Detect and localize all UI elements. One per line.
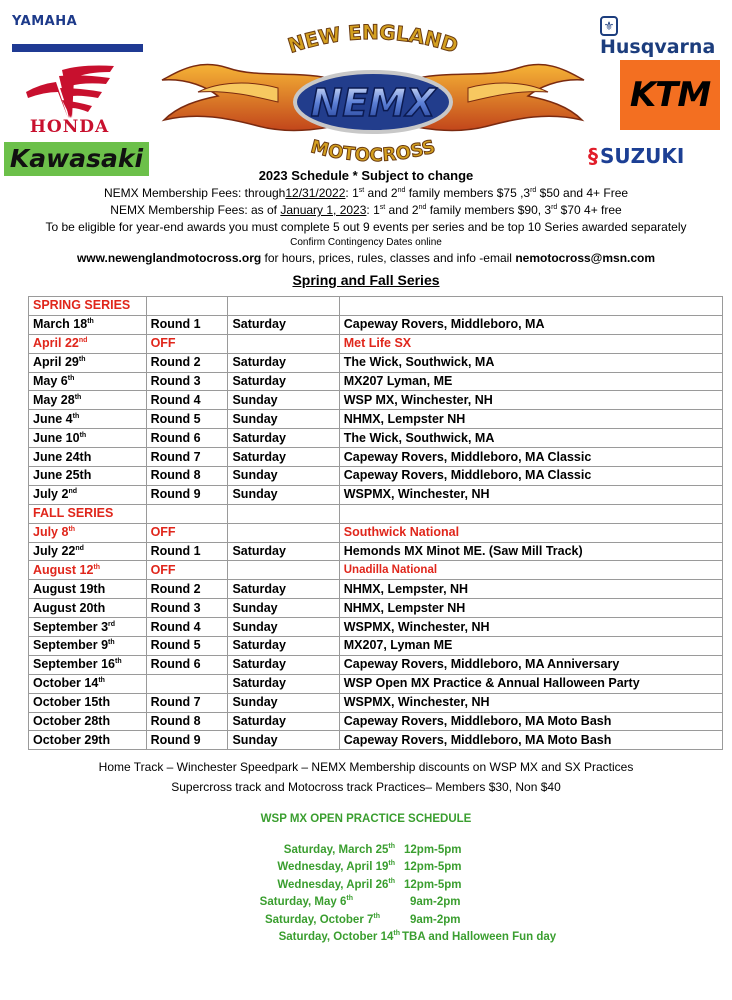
round-cell: Round 2 <box>146 353 228 372</box>
date-cell: June 25th <box>29 467 147 486</box>
day-cell: Saturday <box>228 429 339 448</box>
round-cell <box>146 504 228 523</box>
date-cell: May 28th <box>29 391 147 410</box>
round-cell: Round 8 <box>146 712 228 731</box>
practice-time: 12pm-5pm <box>404 861 462 874</box>
table-row <box>29 410 723 429</box>
round-cell: Round 3 <box>146 372 228 391</box>
date-cell: July 2nd <box>29 485 147 504</box>
round-cell: OFF <box>146 334 228 353</box>
venue-cell: The Wick, Southwick, MA <box>339 429 722 448</box>
suzuki-logo: § SUZUKI <box>588 144 685 168</box>
date-cell: May 6th <box>29 372 147 391</box>
schedule-table <box>28 296 723 750</box>
venue-cell: Southwick National <box>339 523 722 542</box>
svg-text:MOTOCROSS <box>308 136 437 166</box>
venue-cell: WSPMX, Winchester, NH <box>339 618 722 637</box>
round-cell: Round 6 <box>146 655 228 674</box>
day-cell <box>228 297 339 316</box>
venue-cell <box>339 504 722 523</box>
day-cell: Sunday <box>228 618 339 637</box>
date-cell: September 3rd <box>29 618 147 637</box>
contact-line: www.newenglandmotocross.org for hours, prices, rules, classes and info -email nemotocross@msn.com <box>76 251 656 265</box>
day-cell <box>228 334 339 353</box>
venue-cell: Capeway Rovers, Middleboro, MA Moto Bash <box>339 712 722 731</box>
venue-cell: WSP Open MX Practice & Annual Halloween Party <box>339 674 722 693</box>
practice-time: 9am-2pm <box>410 896 461 909</box>
practice-date: Wednesday, April 19th <box>277 860 395 874</box>
nemx-logo <box>158 22 588 174</box>
round-cell: Round 6 <box>146 429 228 448</box>
husqvarna-logo: ⚜Husqvarna <box>600 14 732 58</box>
day-cell <box>228 504 339 523</box>
table-row <box>29 731 723 750</box>
venue-cell: Unadilla National <box>339 561 722 580</box>
round-cell: Round 1 <box>146 315 228 334</box>
venue-cell <box>339 297 722 316</box>
practice-time: 12pm-5pm <box>404 844 462 856</box>
day-cell: Saturday <box>228 580 339 599</box>
date-cell: September 16th <box>29 655 147 674</box>
husqvarna-crown-icon: ⚜ <box>600 16 618 36</box>
home-track-note: Home Track – Winchester Speedpark – NEMX Membership discounts on WSP MX and SX Practices <box>98 760 634 774</box>
venue-cell: Met Life SX <box>339 334 722 353</box>
schedule-title: 2023 Schedule * Subject to change <box>258 168 474 183</box>
day-cell: Saturday <box>228 315 339 334</box>
series-header-row <box>29 504 723 523</box>
venue-cell: NHMX, Lempster NH <box>339 410 722 429</box>
ktm-logo: KTM <box>620 60 720 130</box>
table-row <box>29 580 723 599</box>
date-cell: SPRING SERIES <box>29 297 147 316</box>
series-header-row <box>29 297 723 316</box>
venue-cell: Capeway Rovers, Middleboro, MA Classic <box>339 448 722 467</box>
date-cell: March 18th <box>29 315 147 334</box>
round-cell: Round 7 <box>146 448 228 467</box>
venue-cell: Capeway Rovers, Middleboro, MA Anniversary <box>339 655 722 674</box>
day-cell: Sunday <box>228 410 339 429</box>
table-row <box>29 467 723 486</box>
venue-cell: The Wick, Southwick, MA <box>339 353 722 372</box>
table-row <box>29 448 723 467</box>
practice-date: Saturday, October 7th <box>264 912 380 926</box>
website-link[interactable]: www.newenglandmotocross.org <box>76 251 262 265</box>
yamaha-logo: YAMAHA <box>12 14 78 29</box>
date-cell: April 29th <box>29 353 147 372</box>
venue-cell: Capeway Rovers, Middleboro, MA Moto Bash <box>339 731 722 750</box>
nemx-center-text: NEMX <box>310 81 436 125</box>
day-cell: Saturday <box>228 353 339 372</box>
table-row <box>29 542 723 561</box>
day-cell: Sunday <box>228 485 339 504</box>
day-cell <box>228 561 339 580</box>
practice-date: Saturday, October 14th <box>278 930 400 943</box>
practice-date: Saturday, March 25th <box>283 843 395 856</box>
venue-cell: Capeway Rovers, Middleboro, MA Classic <box>339 467 722 486</box>
kawasaki-logo: Kawasaki <box>4 142 149 176</box>
date-cell: September 9th <box>29 637 147 656</box>
practice-prices-note: Supercross track and Motocross track Practices– Members $30, Non $40 <box>171 780 561 794</box>
round-cell: Round 9 <box>146 485 228 504</box>
day-cell: Saturday <box>228 674 339 693</box>
round-cell <box>146 297 228 316</box>
date-cell: October 15th <box>29 693 147 712</box>
off-row <box>29 334 723 353</box>
day-cell <box>228 523 339 542</box>
honda-logo: HONDA <box>29 117 110 137</box>
round-cell: OFF <box>146 561 228 580</box>
venue-cell: NHMX, Lempster, NH <box>339 580 722 599</box>
practice-time: 12pm-5pm <box>404 878 462 891</box>
table-row <box>29 429 723 448</box>
table-row <box>29 655 723 674</box>
day-cell: Saturday <box>228 542 339 561</box>
table-row <box>29 693 723 712</box>
round-cell: Round 9 <box>146 731 228 750</box>
honda-wing-icon <box>22 62 117 120</box>
date-cell: July 22nd <box>29 542 147 561</box>
round-cell: Round 7 <box>146 693 228 712</box>
table-row <box>29 353 723 372</box>
round-cell: OFF <box>146 523 228 542</box>
table-row <box>29 712 723 731</box>
table-row <box>29 599 723 618</box>
venue-cell: MX207 Lyman, ME <box>339 372 722 391</box>
off-row <box>29 561 723 580</box>
table-row <box>29 372 723 391</box>
date-cell: June 24th <box>29 448 147 467</box>
table-row <box>29 391 723 410</box>
svg-text:NEW ENGLAND <box>285 22 461 58</box>
venue-cell: Capeway Rovers, Middleboro, MA <box>339 315 722 334</box>
practice-schedule-title: WSP MX OPEN PRACTICE SCHEDULE <box>260 813 472 825</box>
venue-cell: WSPMX, Winchester, NH <box>339 485 722 504</box>
nemx-top-text: NEW ENGLAND <box>284 22 462 58</box>
off-row <box>29 523 723 542</box>
day-cell: Sunday <box>228 693 339 712</box>
date-cell: October 28th <box>29 712 147 731</box>
fee-line-2022: NEMX Membership Fees: through12/31/2022: 1st and 2nd family members $75 ,3rd $50 and 4+ Free <box>103 186 629 200</box>
round-cell: Round 5 <box>146 410 228 429</box>
contingency-note: Confirm Contingency Dates online <box>290 237 442 248</box>
day-cell: Saturday <box>228 448 339 467</box>
date-cell: FALL SERIES <box>29 504 147 523</box>
venue-cell: WSP MX, Winchester, NH <box>339 391 722 410</box>
series-title: Spring and Fall Series <box>292 272 440 288</box>
day-cell: Sunday <box>228 731 339 750</box>
round-cell: Round 4 <box>146 618 228 637</box>
day-cell: Sunday <box>228 467 339 486</box>
table-row <box>29 618 723 637</box>
round-cell: Round 4 <box>146 391 228 410</box>
date-cell: August 20th <box>29 599 147 618</box>
date-cell: October 14th <box>29 674 147 693</box>
venue-cell: WSPMX, Winchester, NH <box>339 693 722 712</box>
date-cell: June 4th <box>29 410 147 429</box>
date-cell: April 22nd <box>29 334 147 353</box>
yamaha-bar <box>12 44 143 52</box>
practice-time: TBA and Halloween Fun day <box>402 931 557 943</box>
nemx-bottom-text: MOTOCROSS <box>308 136 438 167</box>
practice-date: Saturday, May 6th <box>259 895 353 909</box>
day-cell: Sunday <box>228 599 339 618</box>
date-cell: July 8th <box>29 523 147 542</box>
table-row <box>29 485 723 504</box>
date-cell: August 12th <box>29 561 147 580</box>
day-cell: Saturday <box>228 655 339 674</box>
fee-line-2023: NEMX Membership Fees: as of January 1, 2023: 1st and 2nd family members $90, 3rd $70 4+ free <box>110 203 622 217</box>
practice-time: 9am-2pm <box>410 913 461 926</box>
date-cell: October 29th <box>29 731 147 750</box>
round-cell <box>146 674 228 693</box>
day-cell: Saturday <box>228 637 339 656</box>
table-row <box>29 637 723 656</box>
round-cell: Round 1 <box>146 542 228 561</box>
day-cell: Saturday <box>228 712 339 731</box>
round-cell: Round 3 <box>146 599 228 618</box>
round-cell: Round 2 <box>146 580 228 599</box>
table-row <box>29 315 723 334</box>
venue-cell: MX207, Lyman ME <box>339 637 722 656</box>
venue-cell: Hemonds MX Minot ME. (Saw Mill Track) <box>339 542 722 561</box>
day-cell: Saturday <box>228 372 339 391</box>
table-row <box>29 674 723 693</box>
date-cell: August 19th <box>29 580 147 599</box>
email-link[interactable]: nemotocross@msn.com <box>515 251 656 265</box>
day-cell: Sunday <box>228 391 339 410</box>
round-cell: Round 8 <box>146 467 228 486</box>
round-cell: Round 5 <box>146 637 228 656</box>
date-cell: June 10th <box>29 429 147 448</box>
practice-date: Wednesday, April 26th <box>277 877 395 891</box>
suzuki-s-icon: § <box>588 144 598 168</box>
venue-cell: NHMX, Lempster NH <box>339 599 722 618</box>
eligibility-note: To be eligible for year-end awards you must complete 5 out 9 events per series and be top 10 Series awarded separately <box>45 220 687 234</box>
